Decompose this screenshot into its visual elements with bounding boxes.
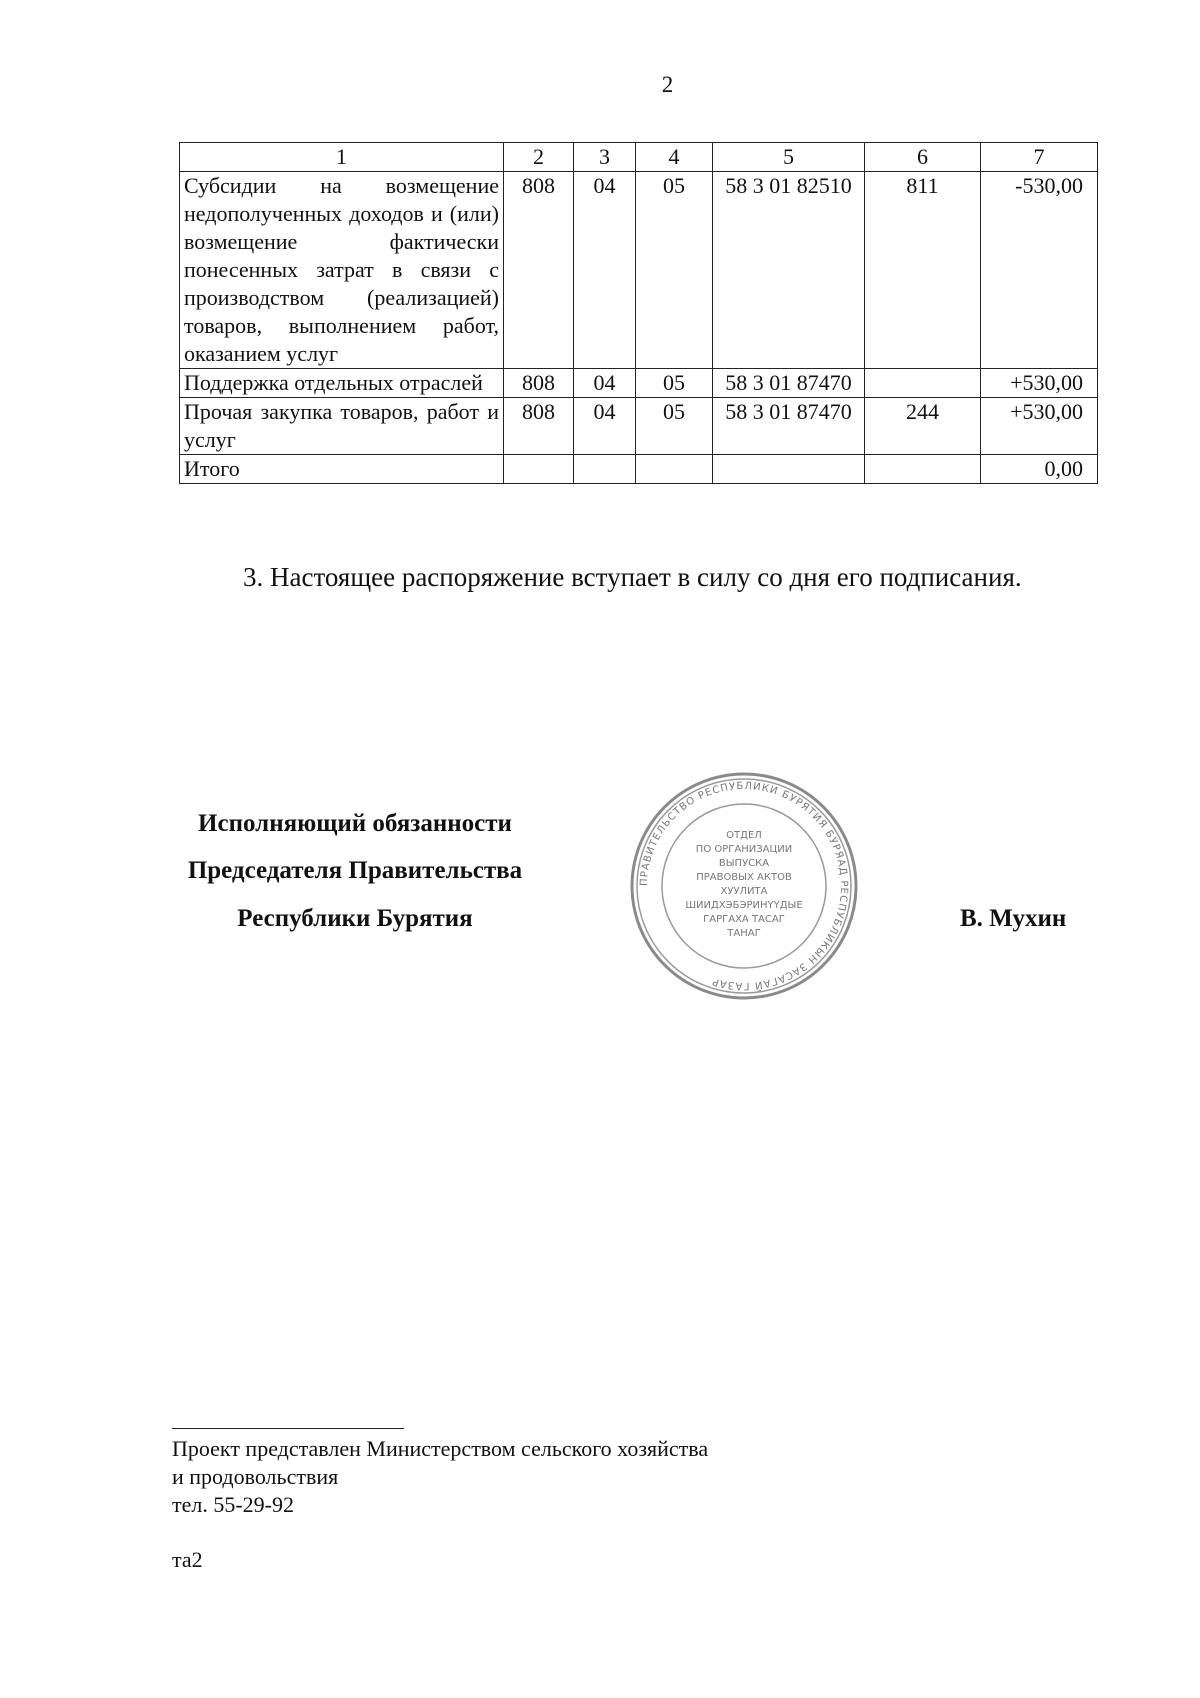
- cell-expense-type: [865, 455, 981, 484]
- seal-line: ТАНАГ: [727, 928, 761, 939]
- seal-line: ВЫПУСКА: [718, 858, 770, 869]
- table-header-row: [180, 143, 1098, 172]
- footnote-phone: тел. 55-29-92: [172, 1492, 295, 1517]
- page-number: 2: [661, 72, 674, 97]
- seal-line: ГАРГАХА ТАСАГ: [703, 914, 785, 925]
- cell-amount: 0,00: [981, 455, 1098, 484]
- row-name: Итого: [180, 455, 504, 484]
- header-cell: 2: [504, 143, 574, 172]
- clause-3: 3. Настоящее распоряжение вступает в силу со дня его подписания.: [243, 562, 1022, 592]
- cell-section: 04: [574, 398, 636, 455]
- cell-ministry: 808: [504, 172, 574, 369]
- cell-ministry: [504, 455, 574, 484]
- header-cell: 6: [865, 143, 981, 172]
- seal-outer-text: ПРАВИТЕЛЬСТВО РЕСПУБЛИКИ БУРЯТИЯ БУРЯАД РЕСПУБЛИКЫН ЗАСАГАЙ ГАЗАР: [638, 780, 850, 992]
- document-code: та2: [172, 1547, 203, 1572]
- cell-subsection: [636, 455, 713, 484]
- signer-name: В. Мухин: [960, 905, 1067, 932]
- signer-title-line3: Республики Бурятия: [237, 905, 473, 932]
- seal-line: ШИИДХЭБЭРИНҮҮДЫЕ: [685, 900, 803, 911]
- cell-section: 04: [574, 369, 636, 398]
- header-cell: 3: [574, 143, 636, 172]
- cell-subsection: 05: [636, 398, 713, 455]
- seal-line: ПРАВОВЫХ АКТОВ: [696, 872, 792, 883]
- cell-target-article: [713, 455, 865, 484]
- budget-table: [179, 142, 1098, 484]
- cell-target-article: 58 3 01 87470: [713, 369, 865, 398]
- cell-ministry: 808: [504, 369, 574, 398]
- header-cell: 7: [981, 143, 1098, 172]
- footnote-line1: Проект представлен Министерством сельского хозяйства: [172, 1436, 709, 1461]
- header-cell: 5: [713, 143, 865, 172]
- cell-expense-type: 244: [865, 398, 981, 455]
- row-name: Поддержка отдельных отраслей: [180, 369, 504, 398]
- table-row: [180, 172, 1098, 369]
- cell-section: 04: [574, 172, 636, 369]
- table-row: [180, 369, 1098, 398]
- cell-expense-type: [865, 369, 981, 398]
- cell-amount: +530,00: [981, 369, 1098, 398]
- footnote-line2: и продовольствия: [172, 1464, 339, 1489]
- row-name: Субсидии на возмещение недополученных доходов и (или) возмещение фактически понесенных затрат в связи с производством (реализацией) товаров, выполнением работ, оказанием услуг: [180, 172, 504, 369]
- seal-line: ПО ОРГАНИЗАЦИИ: [695, 844, 793, 855]
- cell-target-article: 58 3 01 87470: [713, 398, 865, 455]
- official-seal: [628, 770, 860, 1002]
- cell-subsection: 05: [636, 369, 713, 398]
- table-total-row: [180, 455, 1098, 484]
- cell-target-article: 58 3 01 82510: [713, 172, 865, 369]
- cell-amount: +530,00: [981, 398, 1098, 455]
- table-row: [180, 398, 1098, 455]
- header-cell: 4: [636, 143, 713, 172]
- signer-title-line2: Председателя Правительства: [187, 857, 523, 884]
- header-cell: 1: [180, 143, 504, 172]
- seal-line: ХУУЛИТА: [720, 886, 768, 897]
- row-name: Прочая закупка товаров, работ и услуг: [180, 398, 504, 455]
- cell-section: [574, 455, 636, 484]
- footnote-divider: [172, 1428, 404, 1429]
- signer-title-line1: Исполняющий обязанности: [198, 810, 512, 837]
- cell-expense-type: 811: [865, 172, 981, 369]
- cell-ministry: 808: [504, 398, 574, 455]
- seal-line: ОТДЕЛ: [726, 830, 762, 841]
- cell-amount: -530,00: [981, 172, 1098, 369]
- cell-subsection: 05: [636, 172, 713, 369]
